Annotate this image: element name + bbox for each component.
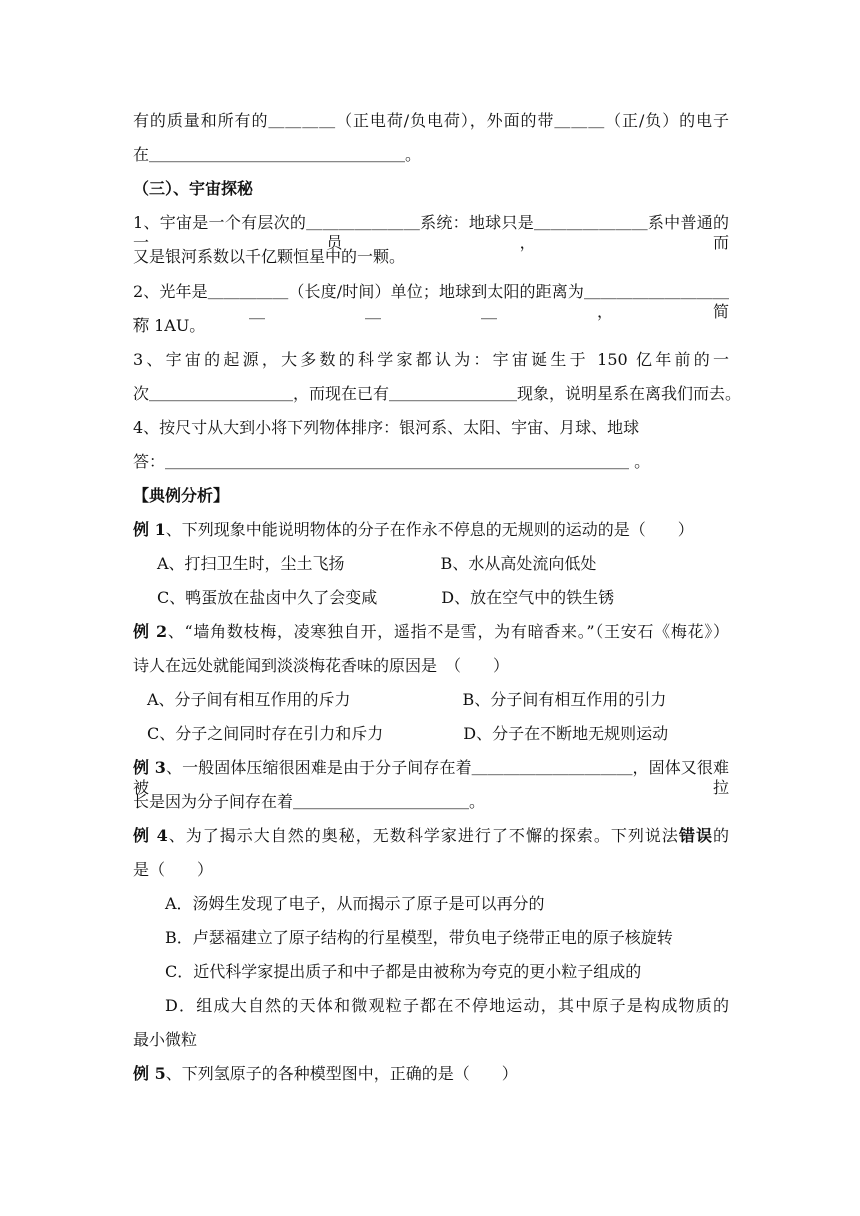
example-2-options-ab: A、分子间有相互作用的斥力 B、分子间有相互作用的引力 [147,690,667,709]
text-line-1: 有的质量和所有的＿＿＿＿（正电荷/负电荷），外面的带＿＿＿（正/负）的电子 [133,111,729,130]
example-4-question: 例 4、为了揭示大自然的奥秘，无数科学家进行了不懈的探索。下列说法错误的 [133,826,729,845]
example-4-question-cont: 是（ ） [133,860,214,879]
example-1-options-cd: C、鸭蛋放在盐卤中久了会变咸 D、放在空气中的铁生锈 [157,588,615,607]
text-line-7: 称 1AU。 [133,316,206,335]
section-heading-universe: （三）、宇宙探秘 [133,179,254,198]
example-2-question: 例 2、“墙角数枝梅，凌寒独自开，遥指不是雪，为有暗香来。”（王安石《梅花》） [133,622,729,641]
example-4-option-c: C．近代科学家提出质子和中子都是由被称为夸克的更小粒子组成的 [165,962,642,981]
example-1-options-ab: A、打扫卫生时，尘土飞扬 B、水从高处流向低处 [157,554,597,573]
text-line-10: 4、按尺寸从大到小将下列物体排序：银河系、太阳、宇宙、月球、地球 [133,418,640,437]
example-4-option-a: A．汤姆生发现了电子，从而揭示了原子是可以再分的 [165,894,545,913]
example-4-option-d: D．组成大自然的天体和微观粒子都在不停地运动，其中原子是构成物质的 [165,996,729,1015]
text-line-5: 又是银河系数以千亿颗恒星中的一颗。 [133,247,406,266]
example-4-option-b: B．卢瑟福建立了原子结构的行星模型，带负电子绕带正电的原子核旋转 [165,928,673,947]
text-line-2: 在＿＿＿＿＿＿＿＿＿＿＿＿＿＿＿＿。 [133,145,422,164]
example-5-question: 例 5、下列氢原子的各种模型图中，正确的是（ ） [133,1064,518,1083]
example-2-options-cd: C、分子之间同时存在引力和斥力 D、分子在不断地无规则运动 [147,724,669,743]
example-3-question: 例 3、一般固体压缩很困难是由于分子间存在着＿＿＿＿＿＿＿＿＿＿，固体又很难被拉 [133,758,729,797]
text-line-6: 2、光年是＿＿＿＿＿（长度/时间）单位；地球到太阳的距离为＿＿＿＿＿＿＿＿＿＿＿＿＿，简 [133,282,729,321]
answer-line: 答：＿＿＿＿＿＿＿＿＿＿＿＿＿＿＿＿＿＿＿＿＿＿＿＿＿＿＿＿＿ 。 [133,452,651,471]
text-line-8: 3、宇宙的起源，大多数的科学家都认为：宇宙诞生于 150 亿年前的一 [133,350,729,369]
example-4-option-d-cont: 最小微粒 [133,1030,198,1049]
section-heading-examples: 【典例分析】 [133,486,230,505]
text-line-9: 次＿＿＿＿＿＿＿＿＿，而现在已有＿＿＿＿＿＿＿＿现象，说明星系在离我们而去。 [133,384,742,403]
text-line-4: 1、宇宙是一个有层次的＿＿＿＿＿＿＿系统：地球只是＿＿＿＿＿＿＿系中普通的一员，而 [133,213,729,252]
example-2-question-cont: 诗人在远处就能闻到淡淡梅花香味的原因是 （ ） [133,656,510,675]
example-3-question-cont: 长是因为分子间存在着＿＿＿＿＿＿＿＿＿＿＿。 [133,792,486,811]
example-1-question: 例 1、下列现象中能说明物体的分子在作永不停息的无规则的运动的是（ ） [133,520,694,539]
